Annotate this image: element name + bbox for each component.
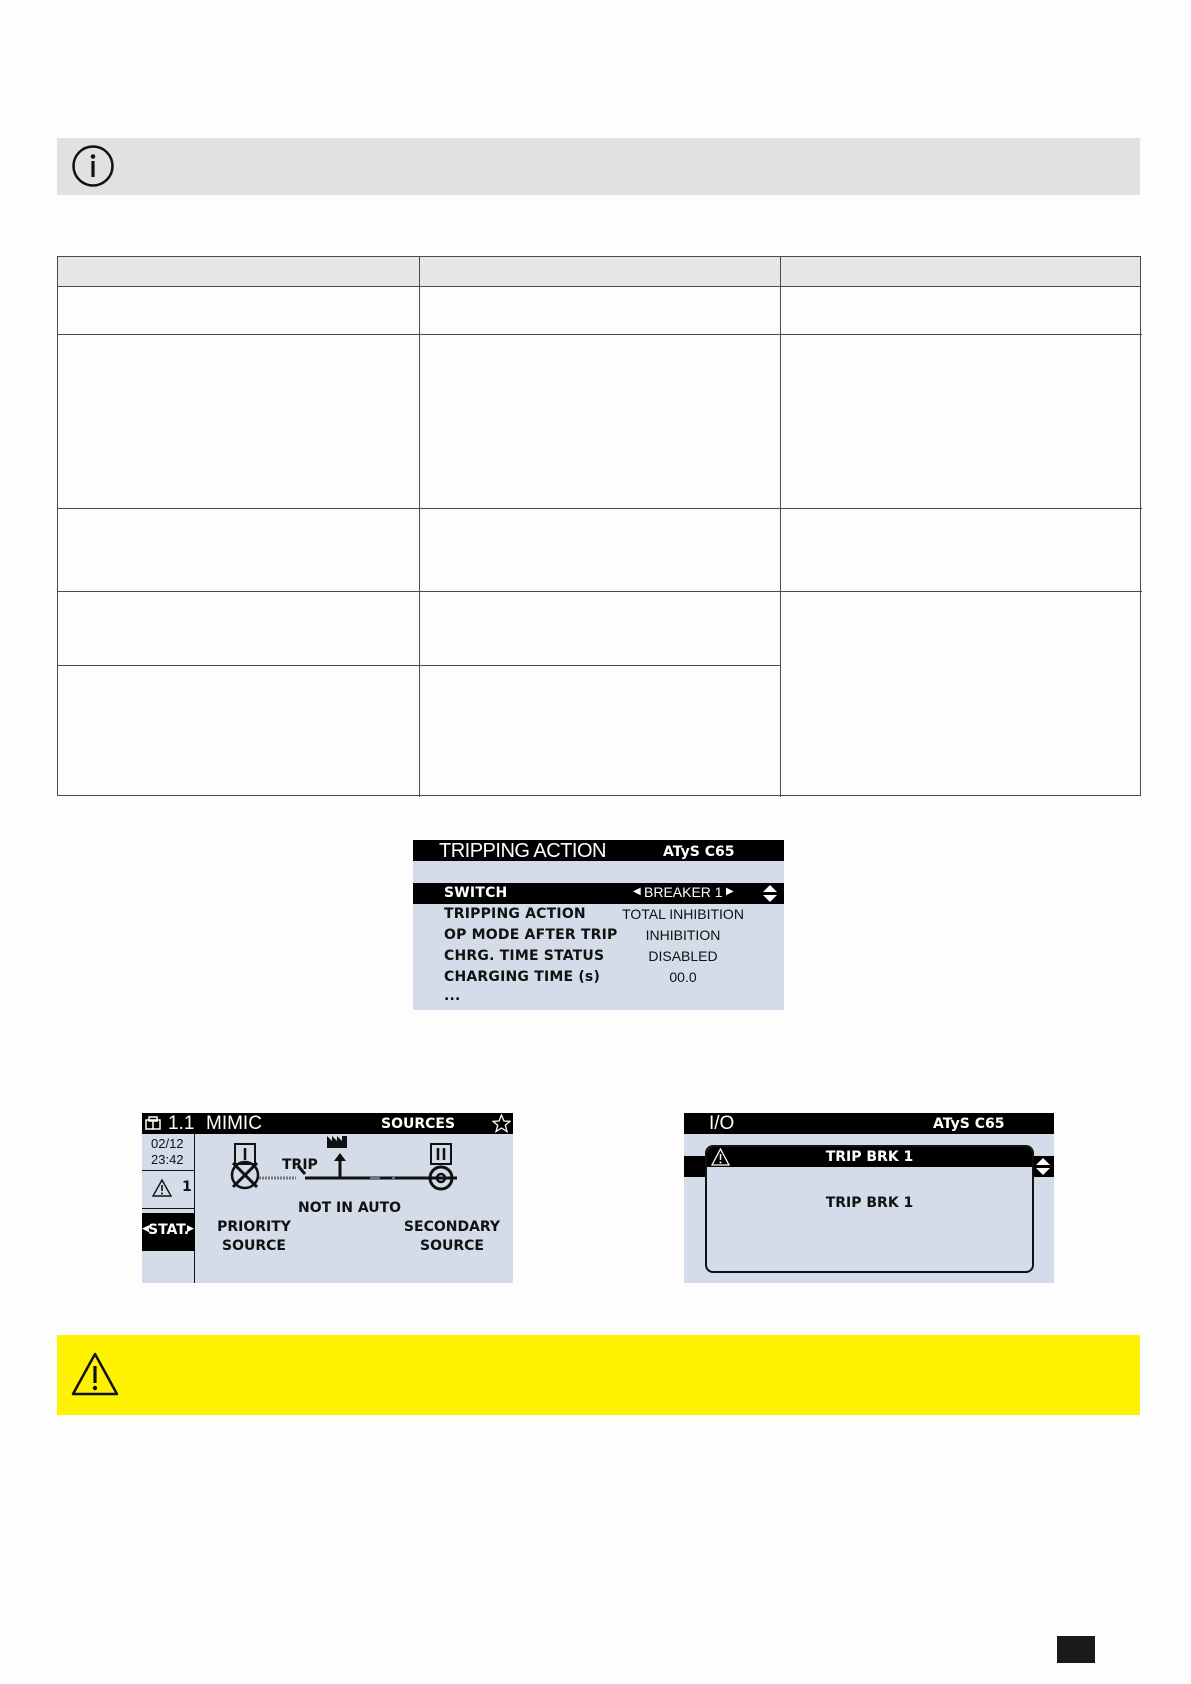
mimic-screen: [142, 1113, 513, 1283]
screen-title: MIMIC: [206, 1113, 262, 1134]
favorite-star-icon[interactable]: [492, 1114, 511, 1133]
switch-value: BREAKER 1: [644, 884, 723, 900]
switch-label: SWITCH: [444, 885, 508, 901]
charge-time-status-value: DISABLED: [648, 948, 718, 964]
date-display: 02/12: [151, 1136, 184, 1151]
selected-row-highlight[interactable]: [413, 883, 784, 904]
column-divider: [780, 257, 781, 797]
row-divider: [58, 508, 1142, 509]
stat-label: STAT.: [148, 1222, 190, 1238]
screen-title: TRIPPING ACTION: [439, 840, 606, 862]
charging-time-value: 00.0: [669, 969, 697, 985]
tripping-action-screen: [413, 840, 784, 1010]
side-separator: [142, 1170, 194, 1171]
stat-tab[interactable]: [142, 1213, 195, 1251]
secondary-source-line2: SOURCE: [420, 1238, 484, 1254]
tripping-action-value: TOTAL INHIBITION: [622, 906, 744, 922]
scroll-updown-icon[interactable]: [762, 884, 778, 903]
charging-time-label: CHARGING TIME (s): [444, 969, 601, 985]
page-number: 1.1: [168, 1113, 195, 1134]
row-divider: [58, 334, 1142, 335]
info-icon: [71, 144, 115, 188]
table-header: [58, 257, 1140, 287]
priority-source-line2: SOURCE: [222, 1238, 286, 1254]
secondary-source-line1: SECONDARY: [403, 1219, 501, 1235]
io-screen: [684, 1113, 1054, 1283]
trip-popup[interactable]: [705, 1145, 1034, 1273]
time-display: 23:42: [151, 1152, 184, 1167]
charge-time-status-label: CHRG. TIME STATUS: [444, 948, 605, 964]
popup-title-bar: [707, 1147, 1032, 1167]
row-divider: [58, 665, 780, 666]
arrow-left-icon[interactable]: ◀: [633, 886, 641, 897]
trip-label: TRIP: [282, 1157, 318, 1173]
row-divider: [58, 591, 1142, 592]
screen-title-bar: [142, 1113, 513, 1134]
page-number-tab: [1057, 1636, 1095, 1663]
alarm-warning-icon[interactable]: [152, 1179, 172, 1197]
priority-source-line1: PRIORITY: [217, 1219, 291, 1235]
alarm-count: 1: [182, 1179, 192, 1195]
tripping-action-label: TRIPPING ACTION: [444, 906, 586, 922]
device-model: ATyS C65: [933, 1116, 1005, 1132]
warning-banner: [57, 1335, 1140, 1415]
warning-icon: [71, 1352, 119, 1396]
more-items-label: ...: [444, 988, 461, 1004]
op-mode-label: OP MODE AFTER TRIP: [444, 927, 618, 943]
parameters-table: [57, 256, 1141, 796]
screen-title-bar: [413, 840, 784, 861]
scroll-updown-icon[interactable]: [1035, 1157, 1051, 1176]
status-label: NOT IN AUTO: [298, 1200, 402, 1216]
column-divider: [419, 257, 420, 797]
section-label: SOURCES: [381, 1116, 456, 1132]
popup-message: TRIP BRK 1: [825, 1195, 914, 1211]
screen-title-bar: [684, 1113, 1054, 1134]
popup-title: TRIP BRK 1: [825, 1149, 914, 1165]
side-separator: [142, 1208, 194, 1209]
arrow-right-icon: ▶: [187, 1224, 194, 1234]
arrow-right-icon[interactable]: ▶: [726, 886, 734, 897]
op-mode-value: INHIBITION: [645, 927, 721, 943]
screen-title: I/O: [709, 1113, 735, 1134]
panel-icon: [145, 1116, 161, 1131]
device-model: ATyS C65: [663, 844, 735, 860]
arrow-left-icon: ◀: [142, 1224, 149, 1234]
info-banner: [57, 138, 1140, 195]
